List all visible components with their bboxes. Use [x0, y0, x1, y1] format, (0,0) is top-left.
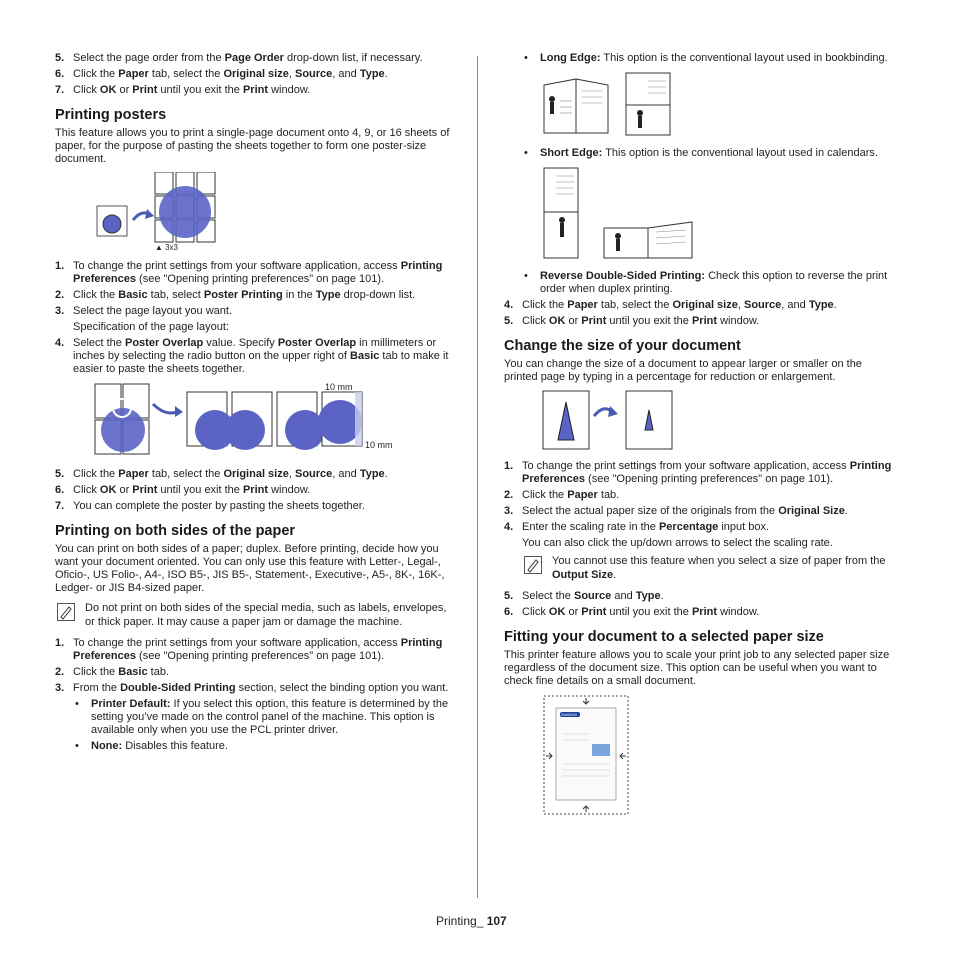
bold-text: Basic [118, 289, 148, 301]
section-title-change-size: Change the size of your document [504, 338, 741, 354]
text: Click the [73, 68, 119, 80]
flip-page-bottom [626, 105, 670, 135]
text: or [116, 484, 133, 496]
bold-text: Paper [567, 299, 598, 311]
bullet-printer-default [55, 698, 450, 737]
step-number: 4. [504, 299, 514, 311]
arrow-head-icon [145, 209, 154, 219]
right-column [504, 52, 896, 826]
bold-text: Original size [672, 299, 738, 311]
text: drop-down list. [340, 289, 416, 301]
bold-text: Type [359, 68, 385, 80]
step-number: 1. [504, 460, 514, 472]
note-icon [57, 603, 75, 621]
bold-text: Print [581, 315, 607, 327]
step-number: 6. [504, 606, 514, 618]
text: Click the [73, 468, 119, 480]
text: (see "Opening printing preferences" on page 101). [585, 473, 834, 485]
duplex-note [55, 601, 450, 629]
text: Click [522, 315, 549, 327]
text: , and [332, 68, 360, 80]
bold-text: Printing Preferences [73, 637, 443, 662]
long-edge-illustration [542, 71, 896, 139]
text: Select the page layout you want. [73, 305, 232, 317]
text: Select the [522, 590, 574, 602]
text: If you select this option, this feature is determined by the setting you’ve made on the control panel of the machine. This option is available only when you use the PCL printer driver. [91, 698, 449, 736]
duplex-step-2 [55, 666, 450, 679]
bold-text: Percentage [658, 521, 719, 533]
bold-text: None: [91, 740, 123, 752]
bold-text: Source [294, 68, 333, 80]
size-step-1 [504, 460, 896, 486]
text: Select the page order from the [73, 52, 225, 64]
text: This option is the conventional layout used in bookbinding. [600, 52, 888, 64]
step-number: 3. [504, 505, 514, 517]
text: until you exit the [157, 84, 243, 96]
text: , and [781, 299, 809, 311]
bold-text: OK [99, 484, 117, 496]
scaling-illustration [542, 390, 896, 452]
duplex-step-1 [55, 637, 450, 663]
bold-text: Basic [118, 666, 148, 678]
text: drop-down list, if necessary. [283, 52, 423, 64]
duplex-step-4 [504, 299, 896, 312]
bold-text: Type [315, 289, 341, 301]
bullet-reverse-duplex [504, 270, 896, 296]
text: until you exit the [606, 315, 692, 327]
bold-text: Type [359, 468, 385, 480]
poster-step-6 [55, 484, 450, 497]
bold-text: Paper [567, 489, 598, 501]
poster-overlap-illustration [55, 382, 450, 460]
text: window. [717, 606, 760, 618]
text: window. [717, 315, 760, 327]
step-number: 2. [504, 489, 514, 501]
text: or [565, 606, 582, 618]
overlap-top-label: 10 mm [325, 382, 353, 392]
calendar-top-page [544, 168, 578, 212]
footer-label: Printing_ [436, 914, 487, 928]
note-text: Do not print on both sides of the special media, such as labels, envelopes, or thick paper. It may cause a paper jam or damage the machine. [85, 602, 447, 628]
bold-text: Source [743, 299, 782, 311]
posters-intro: This feature allows you to print a single-page document onto 4, 9, or 16 sheets of paper, for the purpose of pasting the sheets together to form one poster-size document. [55, 127, 450, 165]
step-number: 1. [55, 637, 65, 649]
bold-text: Paper [118, 468, 149, 480]
duplex-step-3 [55, 682, 450, 695]
text: Click [522, 606, 549, 618]
bullet-dot: • [75, 740, 79, 752]
bold-text: Print [242, 484, 269, 496]
text: or [565, 315, 582, 327]
bold-text: OK [548, 606, 566, 618]
text: Enter the scaling rate in the [522, 521, 659, 533]
text: tab, select the [597, 299, 673, 311]
bold-text: Print [691, 315, 718, 327]
text: , [288, 468, 295, 480]
bold-text: Source [573, 590, 612, 602]
bold-text: Basic [350, 350, 380, 362]
text: From the [73, 682, 121, 694]
text: (see "Opening printing preferences" on page 101). [136, 650, 385, 662]
text: Click [73, 84, 100, 96]
text: input box. [718, 521, 770, 533]
photo-thumbnail [592, 744, 610, 756]
arrow-head-icon [175, 406, 183, 417]
size-step-4 [504, 521, 896, 534]
text: tab. [147, 666, 170, 678]
size-step-6 [504, 606, 896, 619]
text: To change the print settings from your software application, access [522, 460, 850, 472]
open-page-left [604, 228, 648, 258]
flip-page-top [626, 73, 670, 105]
text: . [613, 569, 617, 581]
page-number: 107 [486, 914, 507, 928]
large-apple-icon [159, 186, 211, 238]
text: Click the [522, 299, 568, 311]
text: tab, select [147, 289, 204, 301]
step-number: 7. [55, 84, 65, 96]
text: and [611, 590, 636, 602]
grid-label: ▲ [155, 243, 163, 252]
section-title-duplex: Printing on both sides of the paper [55, 523, 296, 539]
bold-text: Original size [223, 468, 289, 480]
bold-text: Poster Overlap [277, 337, 357, 349]
size-step-2 [504, 489, 896, 502]
step-number: 4. [504, 521, 514, 533]
arrow-icon [153, 404, 177, 413]
text: Select the [73, 337, 125, 349]
text: in the [282, 289, 316, 301]
poster-step-3 [55, 305, 450, 318]
bullet-dot: • [524, 147, 528, 159]
step-6-paper-tab [55, 68, 450, 81]
step-5-page-order [55, 52, 450, 65]
poster-grid [155, 172, 215, 242]
bold-text: Print [132, 484, 158, 496]
bullet-short-edge [504, 147, 896, 160]
poster-step-3-sub: Specification of the page layout: [73, 321, 229, 333]
bullet-long-edge [504, 52, 896, 65]
arrow-head-icon [608, 406, 618, 417]
bold-text: Printer Default: [91, 698, 171, 710]
bold-text: Original Size [778, 505, 845, 517]
person-icon [550, 102, 554, 114]
text: . [844, 505, 848, 517]
step-number: 7. [55, 500, 65, 512]
text: until you exit the [157, 484, 243, 496]
text: . [660, 590, 664, 602]
grid-size-label: 3x3 [165, 243, 178, 252]
text: . [384, 468, 388, 480]
text: You can complete the poster by pasting the sheets together. [73, 500, 365, 512]
small-apple-icon [103, 215, 121, 233]
poster-step-7 [55, 500, 450, 513]
text: window. [268, 484, 311, 496]
bold-text: Reverse Double-Sided Printing: [540, 270, 706, 282]
text: tab, select the [148, 68, 224, 80]
text: or [116, 84, 133, 96]
bold-text: Print [581, 606, 607, 618]
step-number: 2. [55, 289, 65, 301]
bold-text: Print [132, 84, 158, 96]
step-number: 4. [55, 337, 65, 349]
bold-text: OK [548, 315, 566, 327]
text: Click [73, 484, 100, 496]
page-footer [436, 914, 507, 928]
step-number: 6. [55, 68, 65, 80]
bold-text: Double-Sided Printing [120, 682, 236, 694]
text: tab, select the [148, 468, 224, 480]
fit-intro: This printer feature allows you to scale your print job to any selected paper size regardless of the document size. This option can be useful when you want to check fine details on a small document. [504, 649, 890, 687]
text: Check this option to reverse the print order when duplex printing. [540, 270, 888, 295]
bold-text: OK [99, 84, 117, 96]
bold-text: Printing Preferences [73, 260, 443, 285]
book-right-page [576, 79, 608, 133]
section-title-printing-posters: Printing posters [55, 107, 167, 123]
bullet-dot: • [75, 698, 79, 710]
bold-text: Print [691, 606, 718, 618]
poster-step-4 [55, 337, 450, 376]
text: This option is the conventional layout used in calendars. [602, 147, 878, 159]
text: To change the print settings from your software application, access [73, 637, 401, 649]
output-size-note [504, 554, 896, 582]
book-left-page [544, 79, 576, 133]
poster-step-5 [55, 468, 450, 481]
step-number: 3. [55, 305, 65, 317]
text: window. [268, 84, 311, 96]
bold-text: Type [635, 590, 661, 602]
text: Click the [522, 489, 568, 501]
poster-step-1 [55, 260, 450, 286]
step-number: 1. [55, 260, 65, 272]
column-divider [477, 56, 478, 898]
bold-text: Printing Preferences [522, 460, 892, 485]
text: value. Specify [203, 337, 278, 349]
step-number: 5. [55, 468, 65, 480]
bullet-dot: • [524, 52, 528, 64]
text: until you exit the [606, 606, 692, 618]
text: Disables this feature. [122, 740, 228, 752]
text: , and [332, 468, 360, 480]
bold-text: Poster Overlap [124, 337, 204, 349]
left-column [55, 52, 450, 756]
text: , [737, 299, 744, 311]
text: , [288, 68, 295, 80]
text: . [384, 68, 388, 80]
bold-text: Short Edge: [540, 147, 603, 159]
bold-text: Print [242, 84, 269, 96]
note-icon [524, 556, 542, 574]
text: (see "Opening printing preferences" on page 101). [136, 273, 385, 285]
fit-to-page-illustration [542, 694, 896, 818]
text: Click the [73, 289, 119, 301]
bold-text: Page Order [224, 52, 284, 64]
overlap-strip [355, 392, 362, 446]
logo-text: SAMSUNG [561, 713, 578, 717]
bold-text: Source [294, 468, 333, 480]
bold-text: Type [808, 299, 834, 311]
text: tab. [597, 489, 620, 501]
bold-text: Output Size [552, 569, 614, 581]
overlap-right-label: 10 mm [365, 440, 393, 450]
text: in millimeters or inches by selecting the radio button on the upper right of [73, 337, 437, 362]
step-number: 3. [55, 682, 65, 694]
open-page-right [648, 222, 692, 258]
poster-2x2-grid [95, 384, 149, 454]
step-number: 2. [55, 666, 65, 678]
bold-text: Poster Printing [203, 289, 283, 301]
size-step-5 [504, 590, 896, 603]
step-number: 5. [504, 315, 514, 327]
duplex-step-5 [504, 315, 896, 328]
text: To change the print settings from your software application, access [73, 260, 401, 272]
size-step-3 [504, 505, 896, 518]
section-title-fit-to-paper: Fitting your document to a selected paper size [504, 629, 824, 645]
size-step-4-sub: You can also click the up/down arrows to select the scaling rate. [522, 537, 833, 549]
duplex-intro: You can print on both sides of a paper; duplex. Before printing, decide how you want your document oriented. You can only use this feature with Letter-, Legal-, Oficio-, US Folio-, A4-, ISO B5-, JIS B5-, Statement-, Executive-, A5-, 8K-, 16K-, Ledger- or JIS B4-sized paper. [55, 543, 445, 594]
text: tab to make it easier to paste the sheets together. [73, 350, 449, 375]
note-text: You cannot use this feature when you select a size of paper from the [552, 555, 886, 567]
short-edge-illustration [542, 166, 896, 262]
poster-step-2 [55, 289, 450, 302]
bold-text: Long Edge: [540, 52, 601, 64]
bullet-none [55, 740, 450, 753]
bold-text: Original size [223, 68, 289, 80]
step-number: 5. [55, 52, 65, 64]
step-7-click-ok [55, 84, 450, 97]
poster-3x3-illustration [55, 172, 450, 252]
step-number: 6. [55, 484, 65, 496]
text: section, select the binding option you want. [235, 682, 449, 694]
change-size-intro: You can change the size of a document to appear larger or smaller on the printed page by typing in a percentage for reduction or enlargement. [504, 358, 862, 383]
bullet-dot: • [524, 270, 528, 282]
bold-text: Paper [118, 68, 149, 80]
person-icon [560, 223, 564, 237]
text: . [833, 299, 837, 311]
text: Click the [73, 666, 119, 678]
step-number: 5. [504, 590, 514, 602]
text: Select the actual paper size of the originals from the [522, 505, 779, 517]
